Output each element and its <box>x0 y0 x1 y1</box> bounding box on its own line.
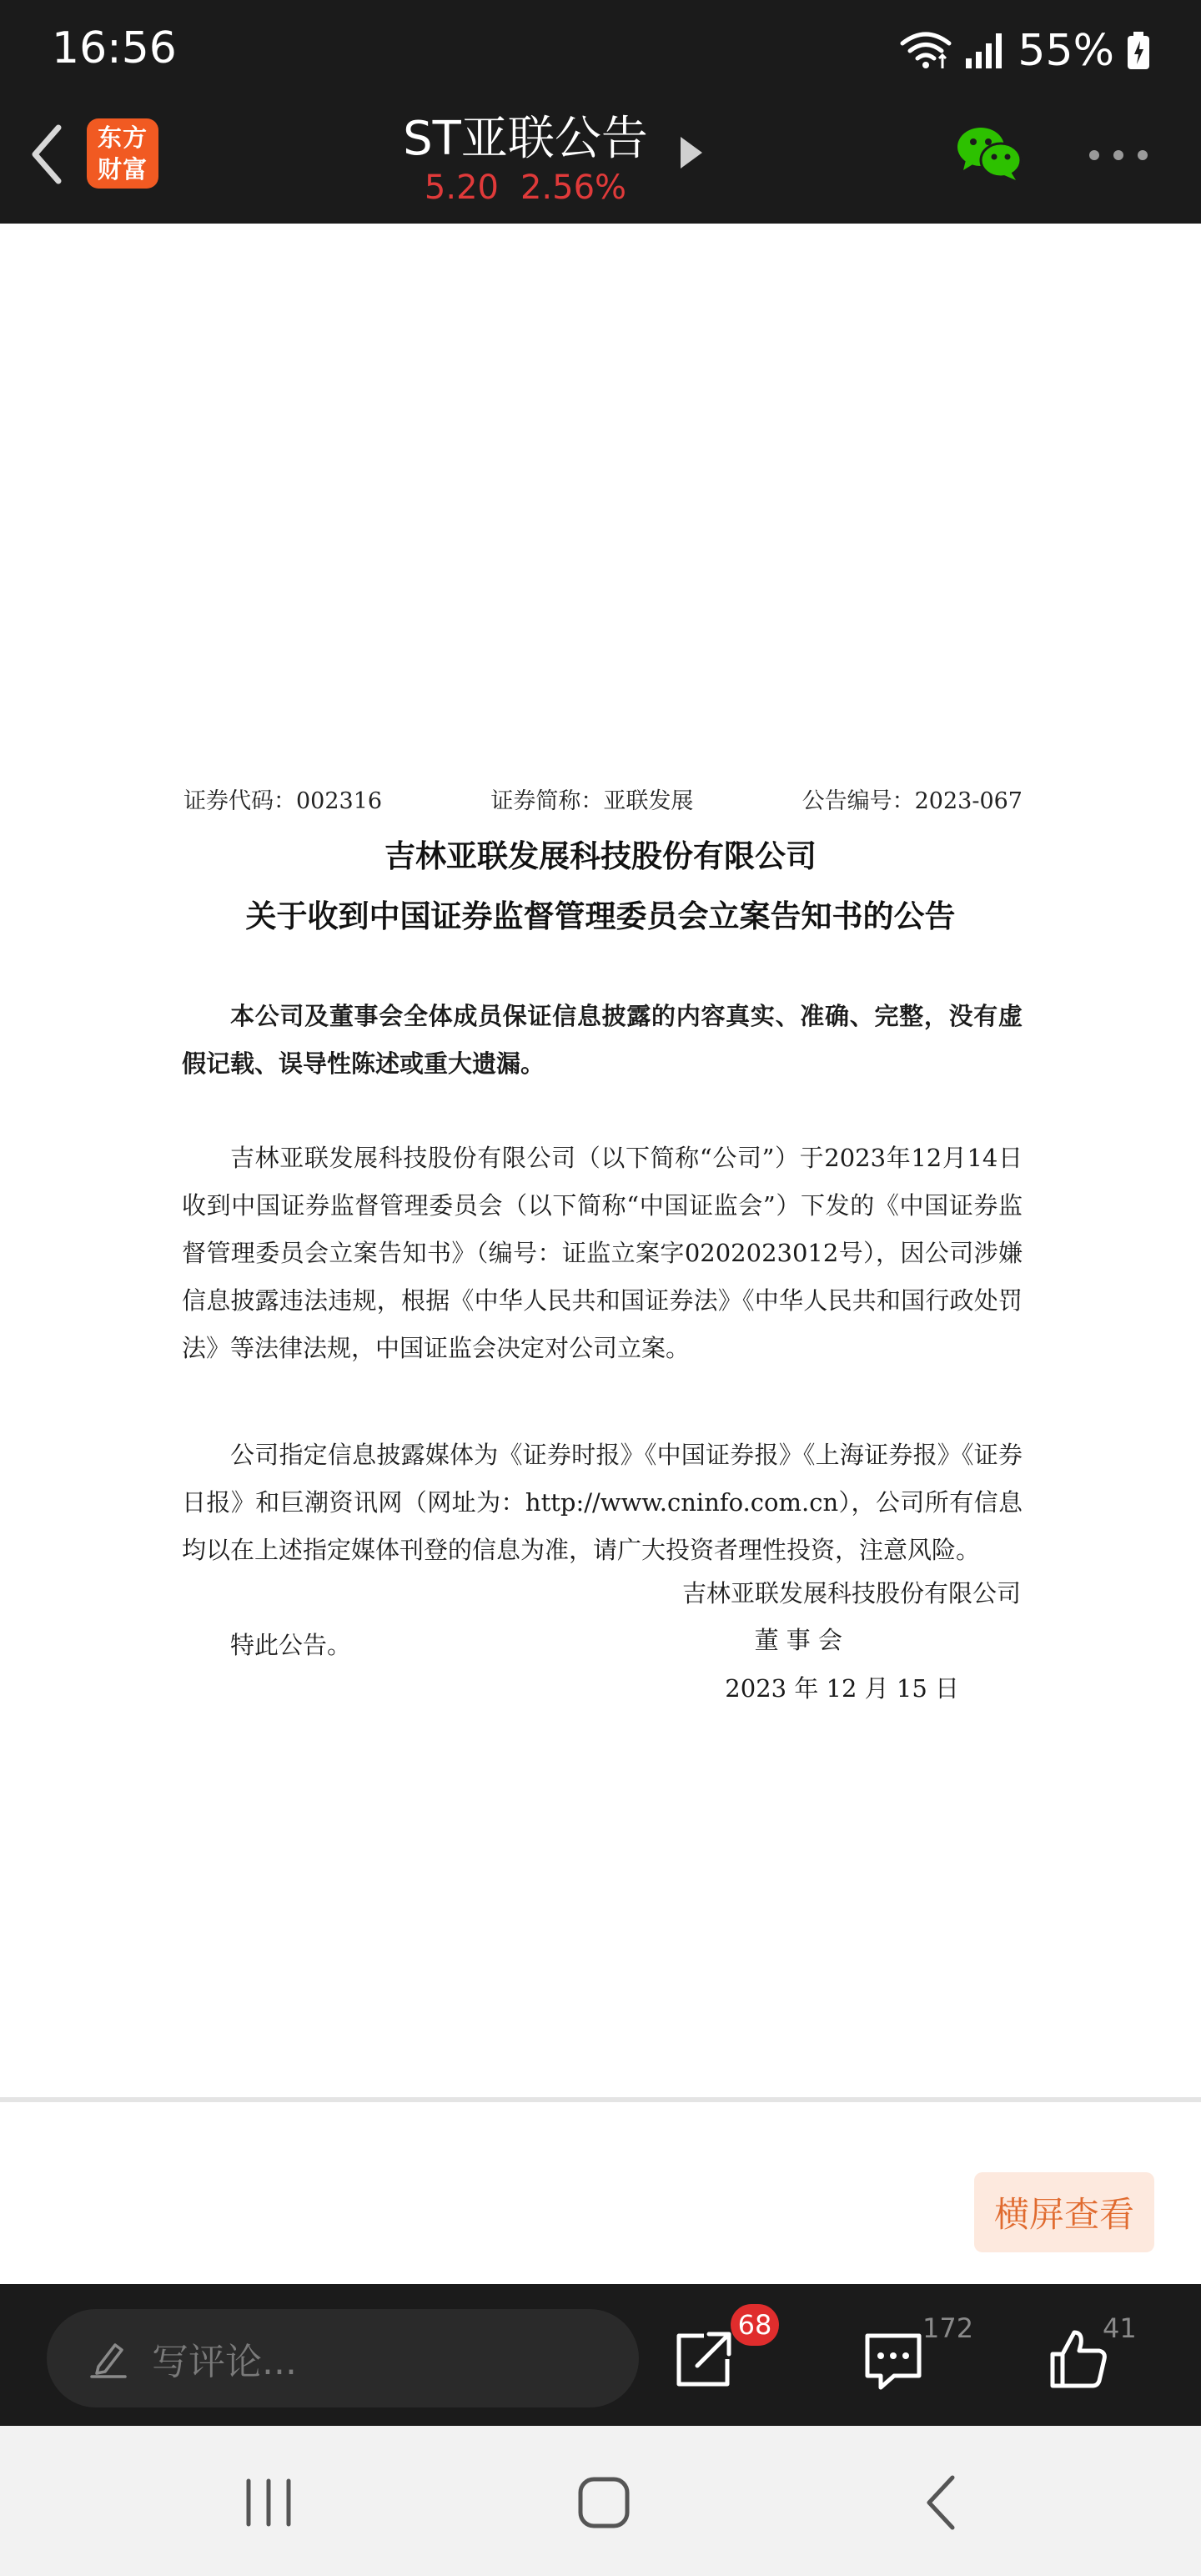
signal-icon <box>964 32 1006 70</box>
comment-placeholder: 写评论... <box>152 2341 297 2383</box>
recent-apps-button[interactable] <box>235 2469 302 2536</box>
doc-paragraph-3: 公司指定信息披露媒体为《证券时报》《中国证券报》《上海证券报》《证券日报》和巨潮资讯网（网址为：http://www.cninfo.com.cn），公司所有信息均以在上述指定媒体刊登的信息为准，请广大投资者理性投资，注意风险。 <box>182 1441 1023 1564</box>
doc-sign-company: 吉林亚联发展科技股份有限公司 <box>681 1579 1021 1607</box>
brand-logo-line1: 东方 <box>97 123 148 152</box>
wechat-icon <box>956 125 1023 182</box>
doc-meta <box>183 782 1023 815</box>
wechat-share-button[interactable] <box>956 125 1023 182</box>
content-divider <box>0 2097 1201 2102</box>
doc-paragraph-1: 吉林亚联发展科技股份有限公司（以下简称“公司”）于2023年12月14日收到中国证券监督管理委员会（以下简称“中国证监会”）下发的《中国证券监督管理委员会立案告知书》（编号：证监立案字0202023012号），因公司涉嫌信息披露违法违规，根据《中华人民共和国证券法》《中华人民共和国行政处罚法》等法律法规，中国证监会决定对公司立案。 <box>182 1144 1023 1362</box>
pen-icon <box>87 2337 130 2380</box>
top-bar <box>0 0 1201 224</box>
system-back-button[interactable] <box>909 2469 976 2536</box>
more-options-button[interactable] <box>1089 147 1148 164</box>
comment-icon <box>856 2321 931 2396</box>
comment-count: 172 <box>922 2312 974 2344</box>
doc-announcement-title: 关于收到中国证券监督管理委员会立案告知书的公告 <box>245 898 956 934</box>
home-button[interactable] <box>570 2469 637 2536</box>
stock-quote <box>350 169 701 207</box>
battery-icon <box>1126 31 1151 71</box>
brand-logo-line2: 财富 <box>97 155 148 184</box>
battery-percent: 55% <box>1018 26 1114 76</box>
doc-statement: 本公司及董事会全体成员保证信息披露的内容真实、准确、完整，没有虚假记载、误导性陈述或重大遗漏。 <box>182 1002 1023 1078</box>
doc-sign-date: 2023 年 12 月 15 日 <box>725 1674 959 1703</box>
announcement-document <box>0 224 1201 2101</box>
next-stock-button[interactable] <box>674 133 707 172</box>
doc-stock-code: 证券代码：002316 <box>183 788 383 814</box>
recent-apps-icon <box>235 2469 302 2536</box>
back-arrow-icon <box>25 121 67 188</box>
doc-sign-board: 董 事 会 <box>754 1626 842 1654</box>
back-button[interactable] <box>17 117 75 192</box>
bottom-action-bar <box>0 2284 1201 2426</box>
doc-stock-short-name: 证券简称：亚联发展 <box>490 788 694 814</box>
comment-input[interactable] <box>47 2309 639 2407</box>
like-count: 41 <box>1103 2312 1137 2344</box>
landscape-view-button[interactable]: 横屏查看 <box>974 2172 1154 2252</box>
brand-logo[interactable] <box>87 118 158 189</box>
comment-button[interactable] <box>856 2321 931 2396</box>
stock-price: 5.20 <box>424 169 499 207</box>
system-navigation-bar <box>0 2426 1201 2576</box>
status-icons <box>899 22 1151 80</box>
status-time: 16:56 <box>52 23 177 73</box>
stock-change-pct: 2.56% <box>520 169 627 207</box>
play-triangle-icon <box>674 133 707 172</box>
wifi-icon <box>899 30 952 72</box>
doc-closing: 特此公告。 <box>230 1631 352 1659</box>
share-count-badge: 68 <box>731 2304 779 2346</box>
home-icon <box>570 2469 637 2536</box>
more-dots-icon <box>1089 150 1099 160</box>
system-back-icon <box>909 2469 976 2536</box>
doc-announcement-number: 公告编号：2023-067 <box>802 788 1023 814</box>
doc-company-title: 吉林亚联发展科技股份有限公司 <box>384 838 817 874</box>
stock-title[interactable]: ST亚联公告 <box>403 112 648 166</box>
